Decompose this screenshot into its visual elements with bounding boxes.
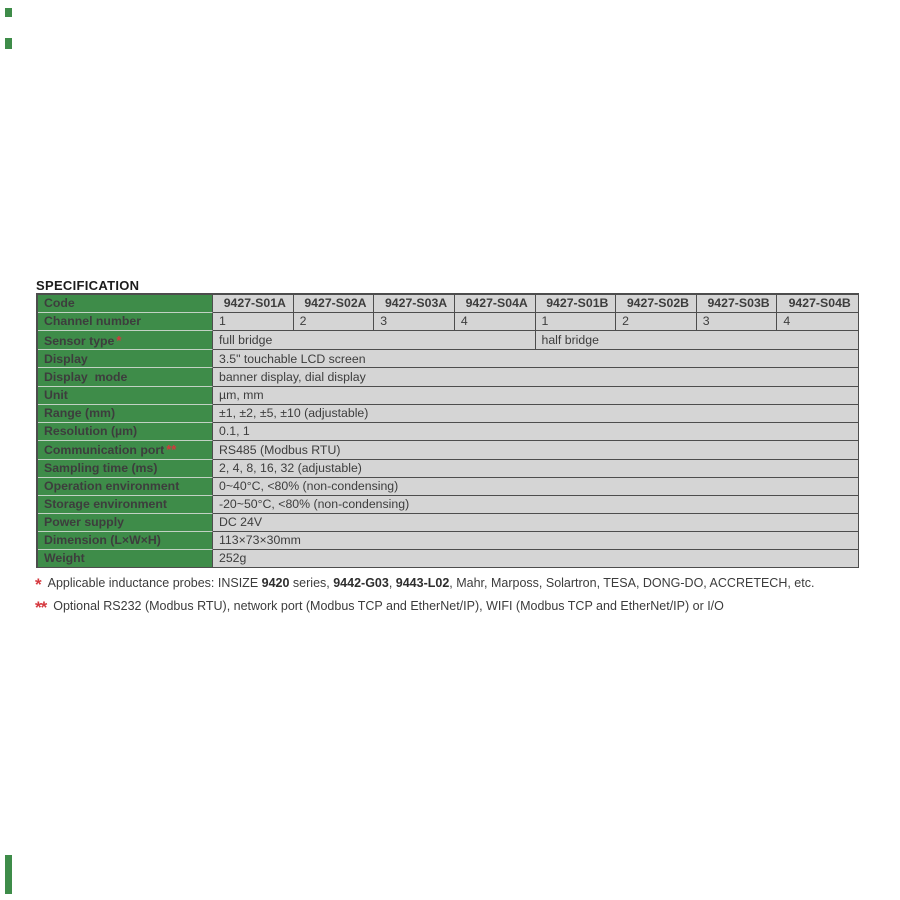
footnote-text-segment: ,	[388, 576, 396, 590]
channel-cell: 1	[536, 313, 617, 331]
footnote-text-segment: , Mahr, Marposs, Solartron, TESA, DONG-DO, ACCRETECH, etc.	[449, 576, 815, 590]
row-label-text: Operation environment	[44, 479, 180, 494]
table-row	[38, 532, 858, 550]
row-label-text: Range (mm)	[44, 405, 116, 420]
spec-value-cell: RS485 (Modbus RTU)	[213, 441, 858, 460]
footnote-probes	[35, 576, 814, 592]
specification-table-wrapper	[36, 293, 859, 568]
row-label	[38, 478, 213, 496]
footnote-text-segment: 9420	[261, 576, 290, 590]
channel-cell: 1	[213, 313, 294, 331]
asterisk-marker: *	[35, 575, 41, 594]
table-row	[38, 350, 858, 368]
row-label-text: Display mode	[44, 369, 128, 384]
specification-table-body	[38, 295, 858, 567]
channel-cell: 4	[455, 313, 536, 331]
table-row	[38, 460, 858, 478]
table-row	[38, 423, 858, 441]
asterisk-marker: **	[166, 442, 177, 458]
row-label-text: Code	[44, 296, 75, 311]
row-label	[38, 368, 213, 386]
row-label-text: Resolution (µm)	[44, 423, 138, 438]
spec-value-cell: DC 24V	[213, 514, 858, 532]
spec-value-cell: 0~40°C, <80% (non-condensing)	[213, 478, 858, 496]
row-label-text: Weight	[44, 551, 85, 566]
footnote-text-segment: series,	[289, 576, 334, 590]
spec-value-cell: µm, mm	[213, 387, 858, 405]
spec-value-cell: -20~50°C, <80% (non-condensing)	[213, 496, 858, 514]
row-label	[38, 387, 213, 405]
asterisk-marker: **	[35, 598, 47, 617]
footnote-text-segment: Applicable inductance probes: INSIZE	[47, 576, 262, 590]
table-row	[38, 441, 858, 460]
row-label	[38, 313, 213, 331]
spec-value-cell: 2, 4, 8, 16, 32 (adjustable)	[213, 460, 858, 478]
spec-value-cell: 3.5" touchable LCD screen	[213, 350, 858, 368]
footnote-text-segment: Optional RS232 (Modbus RTU), network port (Modbus TCP and EtherNet/IP), WIFI (Modbus TCP and EtherNet/IP) or I/O	[53, 599, 724, 613]
channel-cell: 3	[374, 313, 455, 331]
spec-value-cell: ±1, ±2, ±5, ±10 (adjustable)	[213, 405, 858, 423]
row-label-text: Sensor type	[44, 333, 115, 348]
channel-cell: 3	[697, 313, 778, 331]
spec-value-cell: 0.1, 1	[213, 423, 858, 441]
footnote-ports	[35, 599, 724, 615]
spec-value-cell: 113×73×30mm	[213, 532, 858, 550]
table-row	[38, 514, 858, 532]
row-label	[38, 295, 213, 313]
table-row	[38, 478, 858, 496]
channel-cell: 4	[777, 313, 858, 331]
code-cell: 9427-S04B	[777, 295, 858, 313]
row-label-text: Power supply	[44, 515, 124, 530]
code-cell: 9427-S01A	[213, 295, 294, 313]
sensor-type-cell: full bridge	[213, 331, 536, 350]
spec-value-cell: banner display, dial display	[213, 368, 858, 386]
table-row	[38, 550, 858, 567]
row-label	[38, 550, 213, 567]
code-cell: 9427-S02B	[616, 295, 697, 313]
row-label	[38, 423, 213, 441]
row-label	[38, 496, 213, 514]
table-row	[38, 368, 858, 386]
footnote-text-segment: 9443-L02	[395, 576, 450, 590]
table-row-channel	[38, 313, 858, 331]
channel-cell: 2	[294, 313, 375, 331]
page-edge-mark	[5, 38, 12, 49]
specification-table	[38, 295, 858, 567]
row-label-text: Storage environment	[44, 497, 167, 512]
row-label-text: Unit	[44, 387, 68, 402]
code-cell: 9427-S02A	[294, 295, 375, 313]
table-row	[38, 405, 858, 423]
row-label	[38, 350, 213, 368]
code-cell: 9427-S03B	[697, 295, 778, 313]
spec-value-cell: 252g	[213, 550, 858, 567]
row-label-text: Display	[44, 351, 88, 366]
asterisk-marker: *	[116, 332, 122, 348]
table-row	[38, 387, 858, 405]
table-row	[38, 496, 858, 514]
footnote-text-segment: 9442-G03	[333, 576, 389, 590]
row-label-text: Channel number	[44, 314, 142, 329]
table-row-sensor	[38, 331, 858, 350]
sensor-type-cell: half bridge	[536, 331, 859, 350]
row-label	[38, 532, 213, 550]
row-label	[38, 441, 213, 460]
code-cell: 9427-S04A	[455, 295, 536, 313]
page-edge-mark	[5, 8, 12, 17]
row-label-text: Sampling time (ms)	[44, 461, 158, 476]
channel-cell: 2	[616, 313, 697, 331]
row-label	[38, 514, 213, 532]
code-cell: 9427-S01B	[536, 295, 617, 313]
row-label-text: Dimension (L×W×H)	[44, 533, 161, 548]
table-row-code	[38, 295, 858, 313]
row-label	[38, 460, 213, 478]
page-edge-mark	[5, 855, 12, 894]
code-cell: 9427-S03A	[374, 295, 455, 313]
page-title: SPECIFICATION	[36, 278, 140, 293]
row-label	[38, 331, 213, 350]
row-label	[38, 405, 213, 423]
row-label-text: Communication port	[44, 443, 165, 458]
